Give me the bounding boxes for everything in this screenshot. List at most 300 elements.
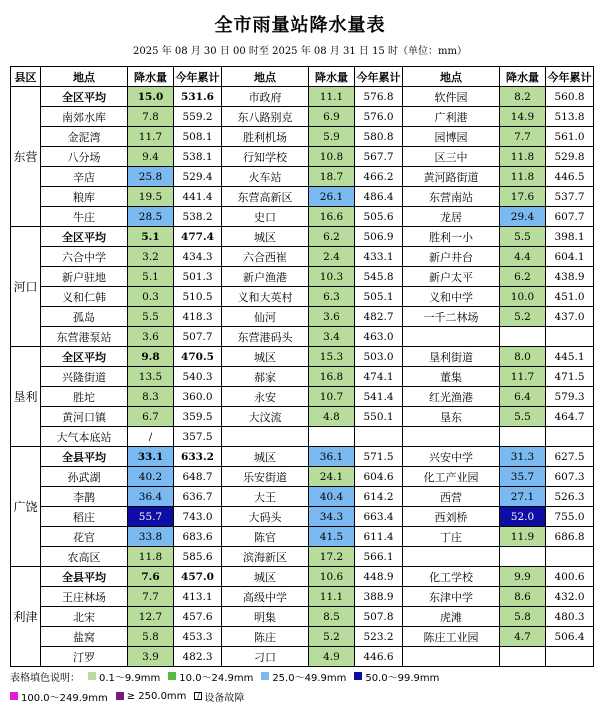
accumulated-cell: 480.3: [546, 607, 594, 627]
accumulated-cell: 686.8: [546, 527, 594, 547]
table-row: [11, 627, 594, 647]
accumulated-cell: 531.6: [174, 87, 222, 107]
station-name-cell: 义和大英村: [222, 287, 309, 307]
accumulated-cell: 457.6: [174, 607, 222, 627]
accumulated-cell: 463.0: [355, 327, 403, 347]
table-row: [11, 307, 594, 327]
station-name-cell: 新户渔港: [222, 267, 309, 287]
accumulated-cell: 523.2: [355, 627, 403, 647]
accumulated-cell: 537.7: [546, 187, 594, 207]
rainfall-cell: 11.8: [128, 547, 174, 567]
accumulated-cell: 755.0: [546, 507, 594, 527]
station-name-cell: 六合中学: [41, 247, 128, 267]
accumulated-cell: 508.1: [174, 127, 222, 147]
rainfall-cell: [500, 427, 546, 447]
station-name-cell: 城区: [222, 347, 309, 367]
station-name-cell: 全区平均: [41, 347, 128, 367]
rainfall-cell: 36.1: [309, 447, 355, 467]
rainfall-cell: 5.5: [500, 407, 546, 427]
legend-swatch: [168, 672, 176, 680]
station-name-cell: 东营高新区: [222, 187, 309, 207]
rainfall-cell: 40.2: [128, 467, 174, 487]
header-accumulated-1: 今年累计: [174, 67, 222, 87]
accumulated-cell: 567.7: [355, 147, 403, 167]
rainfall-cell: 10.3: [309, 267, 355, 287]
table-row: [11, 327, 594, 347]
rainfall-cell: 5.2: [500, 307, 546, 327]
legend-swatch: [10, 692, 18, 700]
accumulated-cell: 359.5: [174, 407, 222, 427]
accumulated-cell: 445.1: [546, 347, 594, 367]
legend-text: 25.0～49.9mm: [272, 672, 347, 684]
station-name-cell: 龙居: [403, 207, 500, 227]
rainfall-cell: 52.0: [500, 507, 546, 527]
accumulated-cell: 538.1: [174, 147, 222, 167]
station-name-cell: 牛庄: [41, 207, 128, 227]
station-name-cell: 区三中: [403, 147, 500, 167]
accumulated-cell: [546, 427, 594, 447]
legend-item: [88, 669, 160, 684]
legend-text: 设备故障: [204, 692, 245, 704]
accumulated-cell: 538.2: [174, 207, 222, 227]
station-name-cell: 化工学校: [403, 567, 500, 587]
accumulated-cell: 446.5: [546, 167, 594, 187]
rainfall-cell: 26.1: [309, 187, 355, 207]
accumulated-cell: 571.5: [355, 447, 403, 467]
rainfall-cell: 6.2: [500, 267, 546, 287]
rainfall-cell: 33.8: [128, 527, 174, 547]
rainfall-cell: 11.7: [128, 127, 174, 147]
rainfall-cell: 16.6: [309, 207, 355, 227]
station-name-cell: 李鹊: [41, 487, 128, 507]
accumulated-cell: 448.9: [355, 567, 403, 587]
table-row: [11, 467, 594, 487]
rainfall-cell: 10.7: [309, 387, 355, 407]
rainfall-cell: 8.2: [500, 87, 546, 107]
accumulated-cell: 505.6: [355, 207, 403, 227]
table-row: [11, 187, 594, 207]
station-name-cell: 陈庄工业园: [403, 627, 500, 647]
rainfall-cell: 9.8: [128, 347, 174, 367]
rainfall-table: [10, 66, 594, 667]
legend-label: 表格填色说明：: [10, 672, 80, 684]
accumulated-cell: 507.7: [174, 327, 222, 347]
table-row: [11, 347, 594, 367]
rainfall-cell: [500, 547, 546, 567]
accumulated-cell: 579.3: [546, 387, 594, 407]
rainfall-cell: 4.8: [309, 407, 355, 427]
rainfall-cell: [500, 327, 546, 347]
table-row: [11, 267, 594, 287]
station-name-cell: 丁庄: [403, 527, 500, 547]
rainfall-cell: 25.8: [128, 167, 174, 187]
rainfall-cell: 9.4: [128, 147, 174, 167]
page-subtitle: 2025 年 08 月 30 日 00 时至 2025 年 08 月 31 日 15 时（单位：mm）: [133, 46, 467, 57]
rainfall-cell: 36.4: [128, 487, 174, 507]
rainfall-cell: 7.8: [128, 107, 174, 127]
station-name-cell: 东津中学: [403, 587, 500, 607]
accumulated-cell: 466.2: [355, 167, 403, 187]
rainfall-cell: 10.8: [309, 147, 355, 167]
rainfall-cell: 19.5: [128, 187, 174, 207]
accumulated-cell: 388.9: [355, 587, 403, 607]
rainfall-cell: 3.2: [128, 247, 174, 267]
table-row: [11, 567, 594, 587]
rainfall-cell: 12.7: [128, 607, 174, 627]
rainfall-cell: 8.3: [128, 387, 174, 407]
legend-text: 0.1～9.9mm: [99, 672, 161, 684]
rainfall-cell: 6.9: [309, 107, 355, 127]
accumulated-cell: 505.1: [355, 287, 403, 307]
legend-item: [168, 669, 253, 684]
accumulated-cell: 648.7: [174, 467, 222, 487]
rainfall-cell: 3.6: [309, 307, 355, 327]
rainfall-cell: 8.0: [500, 347, 546, 367]
accumulated-cell: 434.3: [174, 247, 222, 267]
rainfall-cell: 5.1: [128, 267, 174, 287]
rainfall-cell: 15.3: [309, 347, 355, 367]
rainfall-cell: 55.7: [128, 507, 174, 527]
header-accumulated-3: 今年累计: [546, 67, 594, 87]
table-row: [11, 607, 594, 627]
accumulated-cell: 357.5: [174, 427, 222, 447]
table-row: [11, 147, 594, 167]
station-name-cell: 西刘桥: [403, 507, 500, 527]
rainfall-cell: 11.1: [309, 587, 355, 607]
rainfall-cell: 40.4: [309, 487, 355, 507]
rainfall-cell: 11.9: [500, 527, 546, 547]
accumulated-cell: [546, 327, 594, 347]
accumulated-cell: 576.0: [355, 107, 403, 127]
accumulated-cell: [355, 427, 403, 447]
station-name-cell: 虎滩: [403, 607, 500, 627]
rainfall-cell: 33.1: [128, 447, 174, 467]
county-cell: 垦利: [11, 347, 41, 447]
legend-swatch: [116, 692, 124, 700]
station-name-cell: 广利港: [403, 107, 500, 127]
rainfall-cell: 11.1: [309, 87, 355, 107]
rainfall-cell: 4.4: [500, 247, 546, 267]
station-name-cell: 胜利机场: [222, 127, 309, 147]
table-row: [11, 647, 594, 667]
table-row: [11, 247, 594, 267]
rainfall-cell: 10.6: [309, 567, 355, 587]
rainfall-cell: 18.7: [309, 167, 355, 187]
accumulated-cell: 507.8: [355, 607, 403, 627]
rainfall-cell: 11.8: [500, 147, 546, 167]
station-name-cell: 刁口: [222, 647, 309, 667]
station-name-cell: 红光渔港: [403, 387, 500, 407]
accumulated-cell: 501.3: [174, 267, 222, 287]
station-name-cell: 六合西崔: [222, 247, 309, 267]
rainfall-cell: [500, 647, 546, 667]
accumulated-cell: 451.0: [546, 287, 594, 307]
legend: [10, 666, 593, 706]
table-row: [11, 287, 594, 307]
station-name-cell: 火车站: [222, 167, 309, 187]
rainfall-cell: 5.5: [128, 307, 174, 327]
accumulated-cell: 683.6: [174, 527, 222, 547]
table-row: [11, 87, 594, 107]
station-name-cell: 全县平均: [41, 447, 128, 467]
rainfall-cell: 7.7: [500, 127, 546, 147]
station-name-cell: 一千二林场: [403, 307, 500, 327]
table-header-row: [11, 67, 594, 87]
accumulated-cell: 510.5: [174, 287, 222, 307]
rainfall-cell: 5.9: [309, 127, 355, 147]
station-name-cell: 大王: [222, 487, 309, 507]
legend-text: ≥ 250.0mm: [126, 690, 187, 702]
accumulated-cell: 541.4: [355, 387, 403, 407]
accumulated-cell: 441.4: [174, 187, 222, 207]
rainfall-cell: 9.9: [500, 567, 546, 587]
accumulated-cell: 432.0: [546, 587, 594, 607]
station-name-cell: 滨海新区: [222, 547, 309, 567]
legend-text: 50.0～99.9mm: [365, 672, 440, 684]
rainfall-cell: 11.7: [500, 367, 546, 387]
rainfall-cell: /: [128, 427, 174, 447]
accumulated-cell: 604.6: [355, 467, 403, 487]
station-name-cell: 西营: [403, 487, 500, 507]
station-name-cell: 东营南站: [403, 187, 500, 207]
station-name-cell: 大汶流: [222, 407, 309, 427]
accumulated-cell: 453.3: [174, 627, 222, 647]
accumulated-cell: 614.2: [355, 487, 403, 507]
legend-swatch: [354, 672, 362, 680]
accumulated-cell: 580.8: [355, 127, 403, 147]
rainfall-cell: 14.9: [500, 107, 546, 127]
station-name-cell: 大气本底站: [41, 427, 128, 447]
station-name-cell: 黄河路街道: [403, 167, 500, 187]
table-row: [11, 587, 594, 607]
station-name-cell: 粮库: [41, 187, 128, 207]
table-row: [11, 207, 594, 227]
station-name-cell: 永安: [222, 387, 309, 407]
station-name-cell: 南郊水库: [41, 107, 128, 127]
rainfall-cell: 34.3: [309, 507, 355, 527]
rainfall-cell: 6.3: [309, 287, 355, 307]
accumulated-cell: 477.4: [174, 227, 222, 247]
legend-text: 10.0～24.9mm: [179, 672, 254, 684]
rainfall-cell: 8.6: [500, 587, 546, 607]
station-name-cell: 陈庄: [222, 627, 309, 647]
station-name-cell: 全区平均: [41, 87, 128, 107]
rainfall-cell: 3.4: [309, 327, 355, 347]
header-location-3: 地点: [403, 67, 500, 87]
rainfall-cell: 11.8: [500, 167, 546, 187]
accumulated-cell: [546, 547, 594, 567]
accumulated-cell: 503.0: [355, 347, 403, 367]
accumulated-cell: 482.3: [174, 647, 222, 667]
table-row: [11, 527, 594, 547]
accumulated-cell: 566.1: [355, 547, 403, 567]
station-name-cell: 仙河: [222, 307, 309, 327]
rainfall-cell: 24.1: [309, 467, 355, 487]
accumulated-cell: 743.0: [174, 507, 222, 527]
accumulated-cell: 561.0: [546, 127, 594, 147]
rainfall-cell: 4.9: [309, 647, 355, 667]
station-name-cell: 乐安街道: [222, 467, 309, 487]
station-name-cell: 行知学校: [222, 147, 309, 167]
legend-text: 100.0～249.9mm: [21, 692, 108, 704]
station-name-cell: 新户井台: [403, 247, 500, 267]
accumulated-cell: 611.4: [355, 527, 403, 547]
station-name-cell: 义和中学: [403, 287, 500, 307]
station-name-cell: 明集: [222, 607, 309, 627]
legend-item: [10, 689, 108, 704]
station-name-cell: 高级中学: [222, 587, 309, 607]
accumulated-cell: 398.1: [546, 227, 594, 247]
station-name-cell: [222, 427, 309, 447]
station-name-cell: 义和仁韩: [41, 287, 128, 307]
table-row: [11, 447, 594, 467]
legend-swatch: [88, 672, 96, 680]
station-name-cell: 垦利街道: [403, 347, 500, 367]
table-row: [11, 547, 594, 567]
station-name-cell: 全县平均: [41, 567, 128, 587]
rainfall-cell: 31.3: [500, 447, 546, 467]
accumulated-cell: 550.1: [355, 407, 403, 427]
rainfall-cell: 0.3: [128, 287, 174, 307]
accumulated-cell: 446.6: [355, 647, 403, 667]
station-name-cell: 郝家: [222, 367, 309, 387]
accumulated-cell: 529.4: [174, 167, 222, 187]
station-name-cell: 东八路别克: [222, 107, 309, 127]
accumulated-cell: 627.5: [546, 447, 594, 467]
station-name-cell: 软件园: [403, 87, 500, 107]
accumulated-cell: 607.7: [546, 207, 594, 227]
station-name-cell: 花官: [41, 527, 128, 547]
station-name-cell: 胜利一小: [403, 227, 500, 247]
station-name-cell: 孤岛: [41, 307, 128, 327]
rainfall-cell: 27.1: [500, 487, 546, 507]
accumulated-cell: 545.8: [355, 267, 403, 287]
rainfall-cell: 6.4: [500, 387, 546, 407]
station-name-cell: [403, 327, 500, 347]
county-cell: 广饶: [11, 447, 41, 567]
header-accumulated-2: 今年累计: [355, 67, 403, 87]
station-name-cell: 董集: [403, 367, 500, 387]
rainfall-cell: 17.6: [500, 187, 546, 207]
accumulated-cell: 506.9: [355, 227, 403, 247]
accumulated-cell: 418.3: [174, 307, 222, 327]
legend-item-fault: [194, 689, 244, 704]
station-name-cell: 金泥湾: [41, 127, 128, 147]
accumulated-cell: 526.3: [546, 487, 594, 507]
station-name-cell: 城区: [222, 447, 309, 467]
station-name-cell: 农高区: [41, 547, 128, 567]
accumulated-cell: [546, 647, 594, 667]
station-name-cell: 辛店: [41, 167, 128, 187]
station-name-cell: 盐窝: [41, 627, 128, 647]
rainfall-cell: 7.6: [128, 567, 174, 587]
table-row: [11, 427, 594, 447]
accumulated-cell: 513.8: [546, 107, 594, 127]
header-county: 县区: [11, 67, 41, 87]
station-name-cell: 黄河口镇: [41, 407, 128, 427]
accumulated-cell: 604.1: [546, 247, 594, 267]
rainfall-cell: 16.8: [309, 367, 355, 387]
accumulated-cell: 438.9: [546, 267, 594, 287]
header-rainfall-2: 降水量: [309, 67, 355, 87]
accumulated-cell: 474.1: [355, 367, 403, 387]
rainfall-cell: 29.4: [500, 207, 546, 227]
rainfall-cell: 5.1: [128, 227, 174, 247]
station-name-cell: 王庄林场: [41, 587, 128, 607]
rainfall-cell: 7.7: [128, 587, 174, 607]
accumulated-cell: 437.0: [546, 307, 594, 327]
station-name-cell: 稻庄: [41, 507, 128, 527]
accumulated-cell: 433.1: [355, 247, 403, 267]
rainfall-cell: 6.2: [309, 227, 355, 247]
accumulated-cell: 560.8: [546, 87, 594, 107]
rainfall-cell: 28.5: [128, 207, 174, 227]
station-name-cell: 兴隆街道: [41, 367, 128, 387]
table-row: [11, 227, 594, 247]
station-name-cell: [403, 547, 500, 567]
station-name-cell: 全区平均: [41, 227, 128, 247]
rainfall-cell: 2.4: [309, 247, 355, 267]
rainfall-cell: 6.7: [128, 407, 174, 427]
accumulated-cell: 470.5: [174, 347, 222, 367]
station-name-cell: 垦东: [403, 407, 500, 427]
accumulated-cell: 607.3: [546, 467, 594, 487]
station-name-cell: 市政府: [222, 87, 309, 107]
accumulated-cell: 471.5: [546, 367, 594, 387]
accumulated-cell: 506.4: [546, 627, 594, 647]
accumulated-cell: 400.6: [546, 567, 594, 587]
accumulated-cell: 486.4: [355, 187, 403, 207]
accumulated-cell: 540.3: [174, 367, 222, 387]
rainfall-cell: 3.9: [128, 647, 174, 667]
station-name-cell: 城区: [222, 567, 309, 587]
rainfall-cell: 5.5: [500, 227, 546, 247]
station-name-cell: 胜坨: [41, 387, 128, 407]
accumulated-cell: 633.2: [174, 447, 222, 467]
table-row: [11, 127, 594, 147]
accumulated-cell: 360.0: [174, 387, 222, 407]
station-name-cell: 兴安中学: [403, 447, 500, 467]
rainfall-cell: 5.8: [128, 627, 174, 647]
accumulated-cell: 413.1: [174, 587, 222, 607]
station-name-cell: 大码头: [222, 507, 309, 527]
station-name-cell: [403, 427, 500, 447]
station-name-cell: 园博园: [403, 127, 500, 147]
header-rainfall-1: 降水量: [128, 67, 174, 87]
county-cell: 河口: [11, 227, 41, 347]
station-name-cell: 史口: [222, 207, 309, 227]
accumulated-cell: 585.6: [174, 547, 222, 567]
rainfall-cell: 5.2: [309, 627, 355, 647]
table-row: [11, 167, 594, 187]
rainfall-cell: [309, 427, 355, 447]
station-name-cell: 东营港泵站: [41, 327, 128, 347]
station-name-cell: 汀罗: [41, 647, 128, 667]
accumulated-cell: 576.8: [355, 87, 403, 107]
table-row: [11, 407, 594, 427]
page-title: 全市雨量站降水量表: [214, 15, 386, 36]
table-row: [11, 107, 594, 127]
station-name-cell: 孙武湖: [41, 467, 128, 487]
rainfall-cell: 3.6: [128, 327, 174, 347]
header-location-1: 地点: [41, 67, 128, 87]
county-cell: 东营: [11, 87, 41, 227]
rainfall-cell: 8.5: [309, 607, 355, 627]
rainfall-cell: 15.0: [128, 87, 174, 107]
accumulated-cell: 663.4: [355, 507, 403, 527]
accumulated-cell: 482.7: [355, 307, 403, 327]
county-cell: 利津: [11, 567, 41, 667]
